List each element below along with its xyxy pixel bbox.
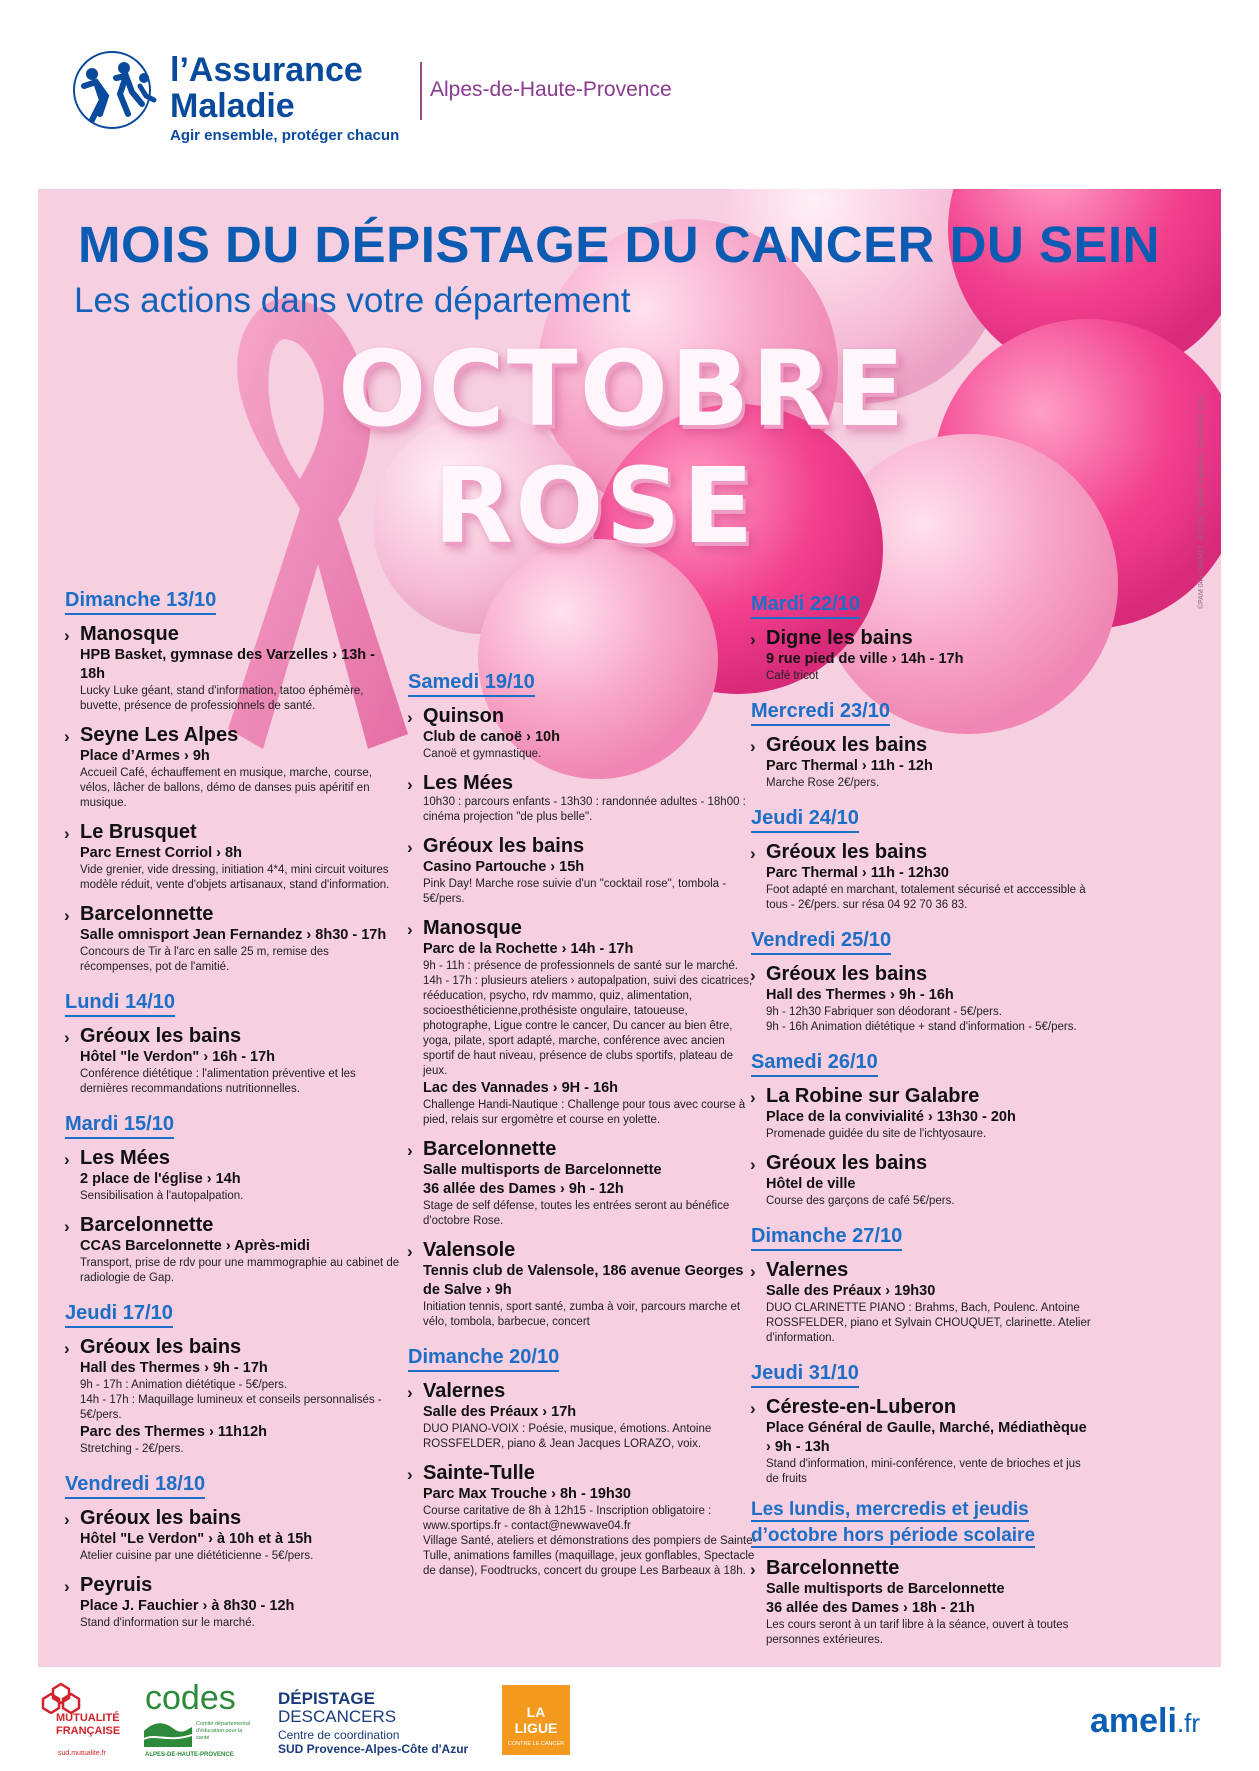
day-heading: Dimanche 27/10 (751, 1225, 902, 1251)
mutualite-hexagon-icon (40, 1682, 82, 1714)
event-item (65, 1025, 400, 1097)
event-town: Gréoux les bains (766, 963, 928, 985)
event-town: Gréoux les bains (766, 841, 928, 863)
event-place-time: Salle des Préaux › 19h30 (766, 1283, 936, 1299)
ligue-name: LA LIGUE (514, 1704, 558, 1736)
event-place-time: CCAS Barcelonnette › Après-midi (80, 1238, 310, 1254)
chevron-right-icon: › (407, 775, 413, 794)
poster-title: MOIS DU DÉPISTAGE DU CANCER DU SEIN (78, 216, 1160, 273)
event-town: Barcelonnette (423, 1138, 557, 1160)
day-heading: Mardi 22/10 (751, 593, 860, 619)
chevron-right-icon: › (750, 1399, 756, 1418)
event-description: Les cours seront à un tarif libre à la séance, ouvert à toutes personnes extérieures. (766, 1619, 1069, 1646)
chevron-right-icon: › (64, 1577, 70, 1596)
mutualite-name-1: MUTUALITÉ (56, 1712, 120, 1724)
day-heading: Mardi 15/10 (65, 1113, 174, 1139)
event-item (751, 1152, 1091, 1209)
credit-text (1198, 349, 1212, 609)
event-place-time: Parc Thermal › 11h - 12h30 (766, 865, 949, 881)
event-town: Gréoux les bains (766, 1152, 928, 1174)
chevron-right-icon: › (407, 1465, 413, 1484)
event-item (751, 1396, 1091, 1487)
event-item (751, 1259, 1091, 1346)
event-town: Valensole (423, 1239, 516, 1261)
event-item (65, 1507, 400, 1564)
event-town: Gréoux les bains (80, 1336, 242, 1358)
event-place-time: Club de canoë › 10h (423, 729, 560, 745)
event-town: Gréoux les bains (80, 1507, 242, 1529)
day-section (751, 923, 1091, 1035)
event-description: Accueil Café, échauffement en musique, marche, course, vélos, lâcher de ballons, démo de danses puis apéritif en musique. (80, 767, 372, 809)
event-place-time: 36 allée des Dames › 18h - 21h (766, 1600, 975, 1616)
event-description: 9h - 11h : présence de professionnels de santé sur le marché. (423, 960, 738, 972)
event-town: Peyruis (80, 1574, 153, 1596)
brand-tagline: Agir ensemble, protéger chacun (170, 127, 400, 144)
event-description: Pink Day! Marche rose suivie d'un "cocktail rose", tombola - 5€/pers. (423, 878, 727, 905)
depistage-line3: Centre de coordination (278, 1728, 400, 1742)
event-description: Stretching - 2€/pers. (80, 1443, 184, 1455)
event-place-time: Place de la convivialité › 13h30 - 20h (766, 1109, 1016, 1125)
event-description: Marche Rose 2€/pers. (766, 777, 880, 789)
event-town: Céreste-en-Luberon (766, 1396, 957, 1418)
event-town: Le Brusquet (80, 821, 197, 843)
day-heading: Dimanche 13/10 (65, 589, 216, 615)
poster-subtitle: Les actions dans votre département (74, 281, 631, 320)
event-place-time: Hôtel "Le Verdon" › à 10h et à 15h (80, 1531, 313, 1547)
ameli-tld: .fr (1176, 1708, 1201, 1738)
chevron-right-icon: › (750, 966, 756, 985)
brand-name-line2: Maladie (170, 87, 295, 125)
event-item (408, 705, 758, 762)
event-place-time: Parc Thermal › 11h - 12h (766, 758, 933, 774)
event-town: Gréoux les bains (423, 835, 585, 857)
chevron-right-icon: › (750, 1155, 756, 1174)
event-description: Concours de Tir à l'arc en salle 25 m, remise des récompenses, pot de l'amitié. (80, 946, 329, 973)
ameli-logo (1090, 1703, 1200, 1741)
day-heading: Mercredi 23/10 (751, 700, 890, 726)
codes-logo-text: codes (145, 1679, 236, 1717)
day-heading: Vendredi 18/10 (65, 1473, 205, 1499)
event-item (65, 1147, 400, 1204)
event-town: Seyne Les Alpes (80, 724, 239, 746)
event-item (65, 724, 400, 811)
event-item (408, 1138, 758, 1229)
event-description: Village Santé, ateliers et démonstrations des pompiers de Sainte-Tulle, animations familles (maquillage, jeux gonflables, Spectacle de danse), Foodtrucks, concert du groupe Les Barbeaux à 18h. (423, 1535, 757, 1577)
event-place-time: Parc Max Trouche › 8h - 19h30 (423, 1486, 631, 1502)
day-section (751, 1356, 1091, 1487)
day-section (751, 1497, 1091, 1648)
partner-logos-footer (0, 1667, 1259, 1771)
chevron-right-icon: › (64, 626, 70, 645)
event-place-time: Salle multisports de Barcelonnette (423, 1162, 662, 1178)
event-place-time: HPB Basket, gymnase des Varzelles › 13h - 18h (80, 647, 375, 682)
day-section (408, 665, 758, 1330)
day-section (65, 985, 400, 1097)
event-town: Manosque (80, 623, 179, 645)
chevron-right-icon: › (64, 727, 70, 746)
event-description: Challenge Handi-Nautique : Challenge pour tous avec course à pied, relais sur ergomètre et course en yolette. (423, 1099, 746, 1126)
event-item (408, 1239, 758, 1330)
event-description: Foot adapté en marchant, totalement sécurisé et acccessible à tous - 2€/pers. sur résa 04 92 70 36 83. (766, 884, 1086, 911)
chevron-right-icon: › (64, 906, 70, 925)
event-place-time: Parc de la Rochette › 14h - 17h (423, 941, 634, 957)
event-place-time: 9 rue pied de ville › 14h - 17h (766, 651, 964, 667)
chevron-right-icon: › (64, 1150, 70, 1169)
day-heading: Vendredi 25/10 (751, 929, 891, 955)
codes-subtitle: Comité départemental d'éducation pour la santé (196, 1721, 251, 1741)
day-section (65, 1107, 400, 1286)
event-item (65, 623, 400, 714)
event-place-time: Hôtel de ville (766, 1176, 856, 1192)
chevron-right-icon: › (407, 1242, 413, 1261)
event-town: Sainte-Tulle (423, 1462, 535, 1484)
event-item (751, 1557, 1091, 1648)
event-place-time: Salle omnisport Jean Fernandez › 8h30 - 17h (80, 927, 387, 943)
ligue-subtitle: CONTRE LE CANCER (507, 1741, 565, 1747)
day-section (751, 1219, 1091, 1346)
event-item (751, 963, 1091, 1035)
event-description: Course des garçons de café 5€/pers. (766, 1195, 955, 1207)
chevron-right-icon: › (750, 844, 756, 863)
depistage-line4: SUD Provence-Alpes-Côte d'Azur (278, 1742, 469, 1756)
event-description: Sensibilisation à l'autopalpation. (80, 1190, 244, 1202)
day-section (751, 1045, 1091, 1209)
octobre-word: OCTOBRE (338, 328, 907, 450)
event-item (408, 1380, 758, 1452)
day-heading: Dimanche 20/10 (408, 1346, 559, 1372)
day-section (751, 587, 1091, 684)
event-town: Digne les bains (766, 627, 913, 649)
event-description: 9h - 12h30 Fabriquer son déodorant - 5€/pers. (766, 1006, 1002, 1018)
day-heading: Jeudi 24/10 (751, 807, 859, 833)
day-heading: Jeudi 17/10 (65, 1302, 173, 1328)
events-column-2 (408, 665, 758, 1589)
event-description: Course caritative de 8h à 12h15 - Inscription obligatoire : www.sportips.fr - contact@newwave04.fr (423, 1505, 712, 1532)
event-place-time: Place J. Fauchier › à 8h30 - 12h (80, 1598, 295, 1614)
chevron-right-icon: › (407, 838, 413, 857)
event-description: Transport, prise de rdv pour une mammographie au cabinet de radiologie de Gap. (80, 1257, 400, 1284)
event-place-time: Place Général de Gaulle, Marché, Médiathèque › 9h - 13h (766, 1420, 1087, 1455)
depistage-line2: DESCANCERS (278, 1707, 397, 1726)
event-town: Gréoux les bains (80, 1025, 242, 1047)
day-section (408, 1340, 758, 1579)
event-description: Stand d'information, mini-conférence, vente de brioches et jus de fruits (766, 1458, 1081, 1485)
chevron-right-icon: › (64, 1217, 70, 1236)
event-description: 9h - 16h Animation diététique + stand d'information - 5€/pers. (766, 1021, 1077, 1033)
chevron-right-icon: › (750, 1262, 756, 1281)
event-town: Valernes (766, 1259, 849, 1281)
event-item (65, 821, 400, 893)
event-town: Gréoux les bains (766, 734, 928, 756)
event-item (408, 835, 758, 907)
day-section (65, 1467, 400, 1631)
chevron-right-icon: › (750, 1560, 756, 1579)
event-town: Quinson (423, 705, 505, 727)
event-description: Promenade guidée du site de l'ichtyosaure. (766, 1128, 987, 1140)
event-item (65, 903, 400, 975)
event-place-time: Parc Ernest Corriol › 8h (80, 845, 242, 861)
event-item (751, 734, 1091, 791)
event-town: Barcelonnette (80, 1214, 214, 1236)
codes-landscape-icon (144, 1717, 192, 1747)
event-description: 14h - 17h : Maquillage lumineux et conseils personnalisés - 5€/pers. (80, 1394, 382, 1421)
rose-word: ROSE (433, 445, 756, 567)
ligue-logo (502, 1685, 570, 1755)
event-place-time: Parc des Thermes › 11h12h (80, 1424, 267, 1440)
event-description: Canoë et gymnastique. (423, 748, 542, 760)
chevron-right-icon: › (64, 1339, 70, 1358)
recurring-heading: Les lundis, mercredis et jeudis d’octobre hors période scolaire (751, 1499, 1036, 1546)
event-place-time: Casino Partouche › 15h (423, 859, 585, 875)
event-description: Stage de self défense, toutes les entrées seront au bénéfice d'octobre Rose. (423, 1200, 730, 1227)
event-description: DUO PIANO-VOIX : Poésie, musique, émotions. Antoine ROSSFELDER, piano & Jean Jacques LORAZO, voix. (423, 1423, 712, 1450)
event-description: Initiation tennis, sport santé, zumba à voir, parcours marche et vélo, tombola, barbecue, concert (423, 1301, 741, 1328)
poster (38, 189, 1221, 1667)
chevron-right-icon: › (64, 824, 70, 843)
day-heading: Samedi 26/10 (751, 1051, 878, 1077)
event-item (751, 1085, 1091, 1142)
day-heading: Lundi 14/10 (65, 991, 175, 1017)
event-place-time: Hall des Thermes › 9h - 16h (766, 987, 954, 1003)
page-header (0, 0, 1259, 185)
chevron-right-icon: › (64, 1028, 70, 1047)
event-place-time: Lac des Vannades › 9H - 16h (423, 1080, 619, 1096)
assurance-maladie-logo-icon (62, 44, 162, 134)
event-item (751, 627, 1091, 684)
event-item (65, 1214, 400, 1286)
event-place-time: Tennis club de Valensole, 186 avenue Georges de Salve › 9h (423, 1263, 744, 1298)
chevron-right-icon: › (750, 737, 756, 756)
event-item (408, 1462, 758, 1579)
event-town: Valernes (423, 1380, 506, 1402)
day-section (65, 1296, 400, 1457)
event-place-time: Salle multisports de Barcelonnette (766, 1581, 1005, 1597)
ameli-name: ameli (1090, 1702, 1177, 1740)
event-town: Manosque (423, 917, 522, 939)
event-place-time: 36 allée des Dames › 9h - 12h (423, 1181, 624, 1197)
event-item (65, 1574, 400, 1631)
event-description: Café tricot (766, 670, 819, 682)
chevron-right-icon: › (64, 1510, 70, 1529)
codes-region: ALPES-DE-HAUTE-PROVENCE (145, 1752, 234, 1758)
chevron-right-icon: › (407, 1141, 413, 1160)
recurring-heading-wrap (751, 1497, 1091, 1549)
event-description: Atelier cuisine par une diététicienne - 5€/pers. (80, 1550, 314, 1562)
event-item (65, 1336, 400, 1457)
chevron-right-icon: › (407, 708, 413, 727)
event-place-time: Salle des Préaux › 17h (423, 1404, 577, 1420)
day-section (751, 801, 1091, 913)
events-column-1 (65, 583, 400, 1641)
chevron-right-icon: › (750, 1088, 756, 1107)
event-town: Les Mées (80, 1147, 171, 1169)
event-item (408, 917, 758, 1128)
depistage-line1: DÉPISTAGE (278, 1689, 375, 1708)
day-section (751, 694, 1091, 791)
event-description: DUO CLARINETTE PIANO : Brahms, Bach, Poulenc. Antoine ROSSFELDER, piano et Sylvain CHOUQUET, clarinette. Atelier d'information. (766, 1302, 1091, 1344)
credit-label: ©PAM 04 • CPAM13 - E7150U / Studio Graphique - Septembre 2024 (1198, 395, 1205, 609)
event-item (408, 772, 758, 825)
day-heading: Samedi 19/10 (408, 671, 535, 697)
event-town: La Robine sur Galabre (766, 1085, 980, 1107)
event-description: Lucky Luke géant, stand d'information, tatoo éphémère, buvette, présence de professionnels de santé. (80, 685, 364, 712)
header-divider (420, 62, 422, 120)
event-description: Vide grenier, vide dressing, initiation 4*4, mini circuit voitures modèle réduit, vente d'objets artisanaux, stand d'information. (80, 864, 390, 891)
event-town: Barcelonnette (766, 1557, 900, 1579)
day-heading: Jeudi 31/10 (751, 1362, 859, 1388)
event-description: 14h - 17h : plusieurs ateliers › autopalpation, suivi des cicatrices, rééducation, psycho, rdv mammo, quiz, alimentation, socioesthéticienne,prothésiste ongulaire, tatoueuse, photographe, Ligue contre le cancer, Du cancer au bien être, yoga, pilate, sport adapté, marche, conférence avec ancien sportif de haut niveau, présence de clubs sportifs, plateau de jeux. (423, 975, 753, 1077)
event-place-time: Hôtel "le Verdon" › 16h - 17h (80, 1049, 276, 1065)
event-description: 10h30 : parcours enfants - 13h30 : randonnée adultes - 18h00 : cinéma projection "de plus belle". (423, 796, 746, 823)
events-column-3 (751, 587, 1091, 1658)
region-name: Alpes-de-Haute-Provence (430, 78, 672, 101)
mutualite-name-2: FRANÇAISE (56, 1725, 121, 1737)
event-description: Stand d'information sur le marché. (80, 1617, 255, 1629)
event-place-time: Place d’Armes › 9h (80, 748, 210, 764)
mutualite-url: sud.mutualite.fr (58, 1750, 106, 1757)
event-place-time: 2 place de l'église › 14h (80, 1171, 241, 1187)
day-section (65, 583, 400, 975)
event-description: 9h - 17h : Animation diététique - 5€/pers. (80, 1379, 288, 1391)
chevron-right-icon: › (407, 920, 413, 939)
event-town: Barcelonnette (80, 903, 214, 925)
event-town: Les Mées (423, 772, 514, 794)
brand-name-line1: l’Assurance (170, 51, 363, 89)
chevron-right-icon: › (750, 630, 756, 649)
event-item (751, 841, 1091, 913)
chevron-right-icon: › (407, 1383, 413, 1402)
event-description: Conférence diététique : l'alimentation préventive et les dernières recommandations nutritionnelles. (80, 1068, 356, 1095)
event-place-time: Hall des Thermes › 9h - 17h (80, 1360, 268, 1376)
